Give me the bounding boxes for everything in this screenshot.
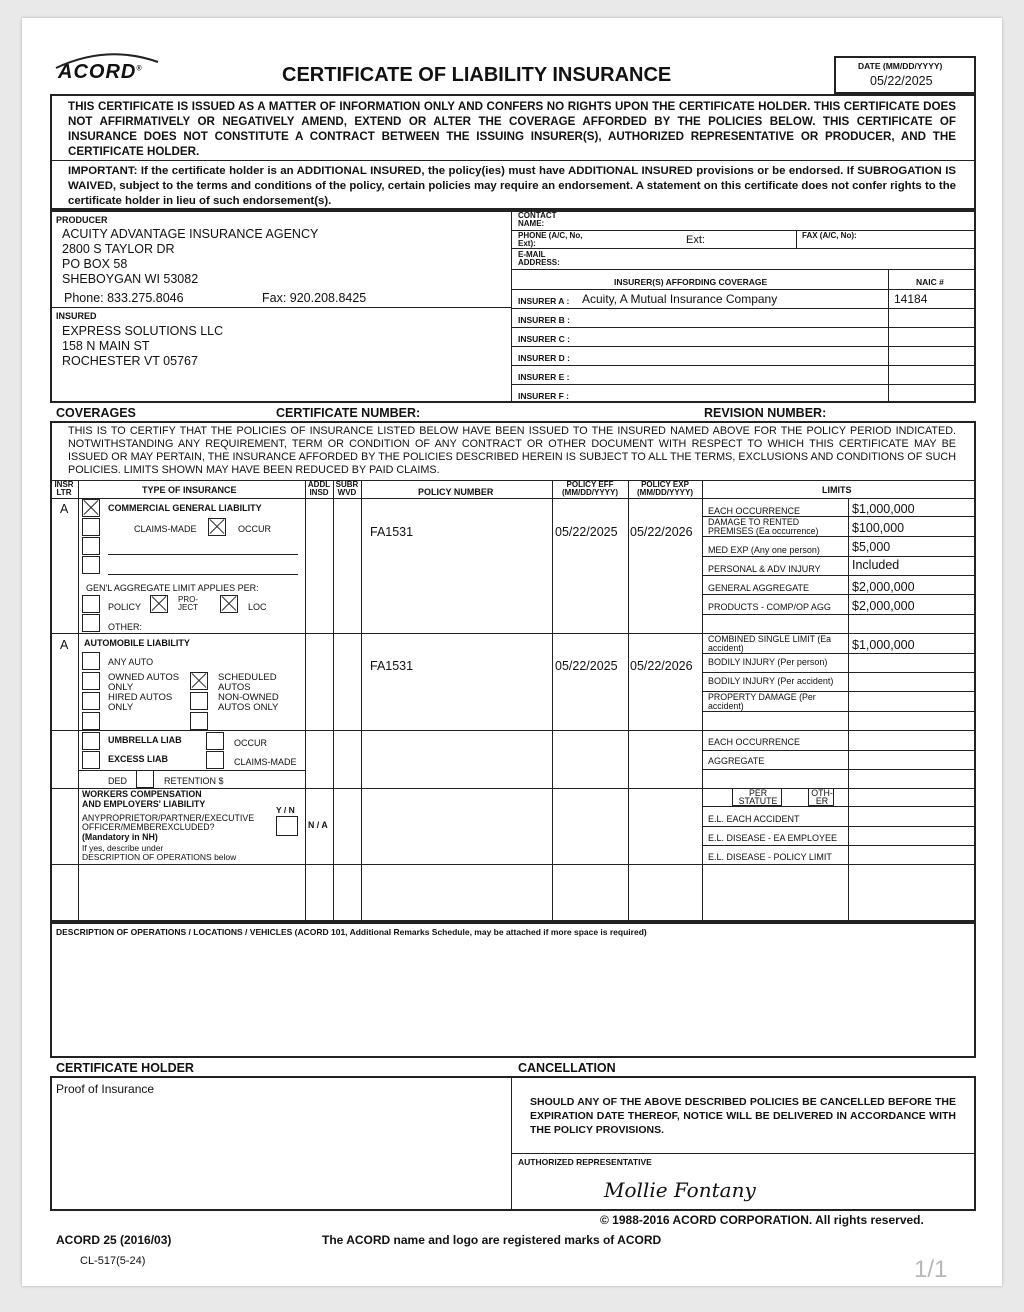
gl-limit-value-3: $5,000: [852, 540, 891, 554]
producer-phone: Phone: 833.275.8046: [64, 291, 184, 305]
gl-aggregate-applies: GEN'L AGGREGATE LIMIT APPLIES PER:: [86, 583, 259, 593]
auto-blank-checkbox-1[interactable]: [82, 712, 100, 730]
auto-limit-label-3: BODILY INJURY (Per accident): [708, 676, 834, 686]
insured-line-2: 158 N MAIN ST: [62, 339, 150, 353]
gl-limit-label-5: GENERAL AGGREGATE: [708, 583, 810, 593]
umbrella-retention-label: RETENTION $: [164, 776, 224, 786]
col-addl-insd: ADDL INSD: [307, 480, 331, 497]
wc-line-5: DESCRIPTION OF OPERATIONS below: [82, 852, 237, 862]
producer-line-4: SHEBOYGAN WI 53082: [62, 272, 199, 286]
gl-policy-number: FA1531: [370, 525, 414, 539]
insured-line-1: EXPRESS SOLUTIONS LLC: [62, 324, 224, 338]
certificate-holder-text: Proof of Insurance: [56, 1082, 155, 1096]
gl-policy-checkbox[interactable]: [150, 595, 168, 613]
auto-limit-label-1: COMBINED SINGLE LIMIT (Ea accident): [708, 634, 832, 653]
gl-claims-made-label: CLAIMS-MADE: [134, 524, 197, 534]
gl-other-checkbox[interactable]: [82, 614, 100, 632]
producer-line-3: PO BOX 58: [62, 257, 128, 271]
wc-na: N / A: [308, 820, 328, 830]
col-insr-ltr: INSR LTR: [54, 480, 74, 497]
wc-per-statute-label: PER STATUTE: [738, 788, 778, 806]
umbrella-occur-checkbox[interactable]: [206, 732, 224, 750]
auto-hired-label: HIRED AUTOS ONLY: [108, 692, 173, 713]
insured-line-3: ROCHESTER VT 05767: [62, 354, 198, 368]
umbrella-limit-label-1: EACH OCCURRENCE: [708, 737, 801, 747]
insurer-a-label: INSURER A :: [518, 296, 570, 306]
gl-eff-date: 05/22/2025: [555, 525, 618, 539]
auto-blank-checkbox-2[interactable]: [190, 712, 208, 730]
gl-occur-checkbox[interactable]: [208, 518, 226, 536]
auto-insurer-letter: A: [60, 638, 69, 652]
wc-other-label: OTH- ER: [811, 788, 833, 806]
gl-insurer-letter: A: [60, 502, 69, 516]
gl-limit-value-4: Included: [852, 558, 900, 572]
registered-marks-text: The ACORD name and logo are registered marks of ACORD: [322, 1233, 662, 1247]
logo-swoosh-icon: [52, 50, 162, 72]
wc-limit-label-1: E.L. EACH ACCIDENT: [708, 814, 800, 824]
col-policy-exp: POLICY EXP (MM/DD/YYYY): [637, 480, 693, 497]
auto-scheduled-label: SCHEDULED AUTOS: [218, 672, 277, 693]
umbrella-ded-label: DED: [108, 776, 128, 786]
important-text: IMPORTANT: If the certificate holder is an ADDITIONAL INSURED, the policy(ies) must have ADDITIONAL INSURED provisions or be endorsed. If SUBROGATION IS WAIVED, subject to the terms and conditions of the policy, certain policies may require an endorsement. A statement on this certificate does not confer rights to the certificate holder in lieu of such endorsement(s).: [68, 165, 956, 207]
wc-title-1: WORKERS COMPENSATION: [82, 789, 202, 799]
date-value: 05/22/2025: [870, 74, 933, 88]
auto-any-auto-label: ANY AUTO: [108, 657, 154, 667]
umbrella-claims-made-label: CLAIMS-MADE: [234, 757, 297, 767]
insurer-c-label: INSURER C :: [518, 334, 570, 344]
naic-header: NAIC #: [916, 277, 944, 287]
document-title: CERTIFICATE OF LIABILITY INSURANCE: [282, 64, 672, 86]
authorized-signature: Mollie Fontany: [604, 1178, 756, 1202]
gl-blank-checkbox-1[interactable]: [82, 537, 100, 555]
gl-other-label: OTHER:: [108, 622, 143, 632]
coverage-notice: THIS IS TO CERTIFY THAT THE POLICIES OF INSURANCE LISTED BELOW HAVE BEEN ISSUED TO THE INSURED NAMED ABOVE FOR THE POLICY PERIOD INDICATED. NOTWITHSTANDING ANY REQUIREMENT, TERM OR CONDITION OF ANY CONTRACT OR OTHER DOCUMENT WITH RESPECT TO WHICH THIS CERTIFICATE MAY BE ISSUED OR MAY PERTAIN, THE INSURANCE AFFORDED BY THE POLICIES DESCRIBED HEREIN IS SUBJECT TO ALL THE TERMS, EXCLUSIONS AND CONDITIONS OF SUCH POLICIES. LIMITS SHOWN MAY HAVE BEEN REDUCED BY PAID CLAIMS.: [68, 425, 956, 476]
gl-policy-blank-checkbox[interactable]: [82, 595, 100, 613]
gl-limit-label-6: PRODUCTS - COMP/OP AGG: [708, 602, 831, 612]
coverages-label: COVERAGES: [56, 406, 136, 420]
contact-email-label: E-MAIL ADDRESS:: [518, 250, 560, 267]
gl-limit-value-2: $100,000: [852, 521, 905, 535]
gl-commercial-checkbox[interactable]: [82, 499, 100, 517]
producer-line-2: 2800 S TAYLOR DR: [62, 242, 175, 256]
insurer-b-label: INSURER B :: [518, 315, 570, 325]
description-label: DESCRIPTION OF OPERATIONS / LOCATIONS / VEHICLES (ACORD 101, Additional Remarks Schedule, may be attached if more space is required): [56, 927, 647, 937]
form-code: CL-517(5-24): [80, 1255, 146, 1267]
gl-policy-label: POLICY: [108, 602, 142, 612]
auto-eff-date: 05/22/2025: [555, 659, 618, 673]
insurers-header: INSURER(S) AFFORDING COVERAGE: [614, 277, 768, 287]
col-policy-number: POLICY NUMBER: [418, 487, 494, 497]
gl-loc-label: LOC: [248, 602, 267, 612]
gl-project-label: PRO- JECT: [178, 595, 198, 612]
insurer-a-naic: 14184: [894, 292, 928, 306]
contact-fax-label: FAX (A/C, No):: [802, 231, 857, 240]
form-number: ACORD 25 (2016/03): [56, 1233, 172, 1247]
gl-limit-value-5: $2,000,000: [852, 580, 915, 594]
insurer-f-label: INSURER F :: [518, 391, 569, 401]
producer-fax: Fax: 920.208.8425: [262, 291, 367, 305]
umbrella-checkbox[interactable]: [82, 732, 100, 750]
wc-limit-label-2: E.L. DISEASE - EA EMPLOYEE: [708, 833, 838, 843]
umbrella-limit-label-2: AGGREGATE: [708, 756, 765, 766]
certificate-holder-label: CERTIFICATE HOLDER: [56, 1061, 194, 1075]
col-policy-eff: POLICY EFF (MM/DD/YYYY): [562, 480, 618, 497]
gl-limit-value-1: $1,000,000: [852, 502, 915, 516]
revision-number-label: REVISION NUMBER:: [704, 406, 827, 420]
col-subr-wvd: SUBR WVD: [335, 480, 359, 497]
acord-logo: ACORD®: [58, 62, 143, 82]
insurer-a-name: Acuity, A Mutual Insurance Company: [582, 292, 778, 306]
contact-ext-label: Ext:: [686, 234, 705, 246]
wc-excluded-checkbox[interactable]: [276, 816, 298, 836]
wc-yn-label: Y / N: [276, 805, 295, 815]
producer-line-1: ACUITY ADVANTAGE INSURANCE AGENCY: [62, 227, 319, 241]
gl-limit-label-1: EACH OCCURRENCE: [708, 506, 801, 516]
umbrella-ded-checkbox[interactable]: [136, 770, 154, 788]
auto-policy-number: FA1531: [370, 659, 414, 673]
authorized-rep-label: AUTHORIZED REPRESENTATIVE: [518, 1157, 652, 1167]
auto-non-owned-checkbox[interactable]: [190, 692, 208, 710]
insured-label: INSURED: [56, 311, 97, 321]
auto-title: AUTOMOBILE LIABILITY: [84, 638, 190, 648]
auto-non-owned-label: NON-OWNED AUTOS ONLY: [218, 692, 279, 713]
wc-limit-label-3: E.L. DISEASE - POLICY LIMIT: [708, 852, 832, 862]
auto-scheduled-checkbox[interactable]: [190, 672, 208, 690]
col-limits: LIMITS: [822, 485, 852, 495]
gl-claims-made-checkbox[interactable]: [82, 518, 100, 536]
auto-owned-label: OWNED AUTOS ONLY: [108, 672, 180, 693]
insurer-e-label: INSURER E :: [518, 372, 570, 382]
gl-limit-label-3: MED EXP (Any one person): [708, 545, 820, 555]
gl-blank-checkbox-2[interactable]: [82, 556, 100, 574]
auto-limit-value-1: $1,000,000: [852, 638, 915, 652]
umbrella-occur-label: OCCUR: [234, 738, 267, 748]
auto-limit-label-4: PROPERTY DAMAGE (Per accident): [708, 692, 816, 711]
auto-owned-checkbox[interactable]: [82, 672, 100, 690]
gl-occur-label: OCCUR: [238, 524, 271, 534]
umbrella-claims-checkbox[interactable]: [206, 751, 224, 769]
gl-limit-label-2: DAMAGE TO RENTED PREMISES (Ea occurrence): [708, 517, 819, 536]
notice-text: THIS CERTIFICATE IS ISSUED AS A MATTER OF INFORMATION ONLY AND CONFERS NO RIGHTS UPON THE CERTIFICATE HOLDER. THIS CERTIFICATE DOES NOT AFFIRMATIVELY OR NEGATIVELY AMEND, EXTEND OR ALTER THE COVERAGE AFFORDED BY THE POLICIES BELOW. THIS CERTIFICATE OF INSURANCE DOES NOT CONSTITUTE A CONTRACT BETWEEN THE ISSUING INSURER(S), AUTHORIZED REPRESENTATIVE OR PRODUCER, AND THE CERTIFICATE HOLDER.: [68, 100, 956, 158]
contact-phone-label: PHONE (A/C, No, Ext):: [518, 231, 583, 248]
auto-exp-date: 05/22/2026: [630, 659, 693, 673]
gl-limit-label-4: PERSONAL & ADV INJURY: [708, 564, 821, 574]
col-type-of-insurance: TYPE OF INSURANCE: [142, 485, 237, 495]
wc-title-2: AND EMPLOYERS' LIABILITY: [82, 799, 206, 809]
gl-loc-checkbox[interactable]: [220, 595, 238, 613]
umbrella-label: UMBRELLA LIAB: [108, 735, 182, 745]
producer-label: PRODUCER: [56, 215, 108, 225]
gl-limit-value-6: $2,000,000: [852, 599, 915, 613]
wc-line-1: ANYPROPRIETOR/PARTNER/EXECUTIVE: [82, 813, 255, 823]
wc-line-2: OFFICER/MEMBEREXCLUDED?: [82, 822, 215, 832]
excess-label: EXCESS LIAB: [108, 754, 169, 764]
copyright-text: © 1988-2016 ACORD CORPORATION. All rights reserved.: [600, 1213, 924, 1227]
certificate-page: [22, 18, 1002, 1286]
wc-line-4: If yes, describe under: [82, 843, 164, 853]
cancellation-text: SHOULD ANY OF THE ABOVE DESCRIBED POLICIES BE CANCELLED BEFORE THE EXPIRATION DATE THEREOF, NOTICE WILL BE DELIVERED IN ACCORDANCE WITH THE POLICY PROVISIONS.: [530, 1096, 956, 1136]
excess-checkbox[interactable]: [82, 751, 100, 769]
certificate-number-label: CERTIFICATE NUMBER:: [276, 406, 421, 420]
contact-name-label: CONTACT NAME:: [518, 211, 557, 228]
cancellation-label: CANCELLATION: [518, 1061, 616, 1075]
gl-exp-date: 05/22/2026: [630, 525, 693, 539]
date-label: DATE (MM/DD/YYYY): [858, 61, 943, 71]
auto-hired-checkbox[interactable]: [82, 692, 100, 710]
gl-title: COMMERCIAL GENERAL LIABILITY: [108, 503, 262, 513]
wc-line-3: (Mandatory in NH): [82, 832, 158, 842]
auto-any-checkbox[interactable]: [82, 652, 100, 670]
insurer-d-label: INSURER D :: [518, 353, 570, 363]
auto-limit-label-2: BODILY INJURY (Per person): [708, 657, 828, 667]
page-indicator: 1/1: [914, 1256, 948, 1283]
description-box[interactable]: [50, 922, 976, 1058]
